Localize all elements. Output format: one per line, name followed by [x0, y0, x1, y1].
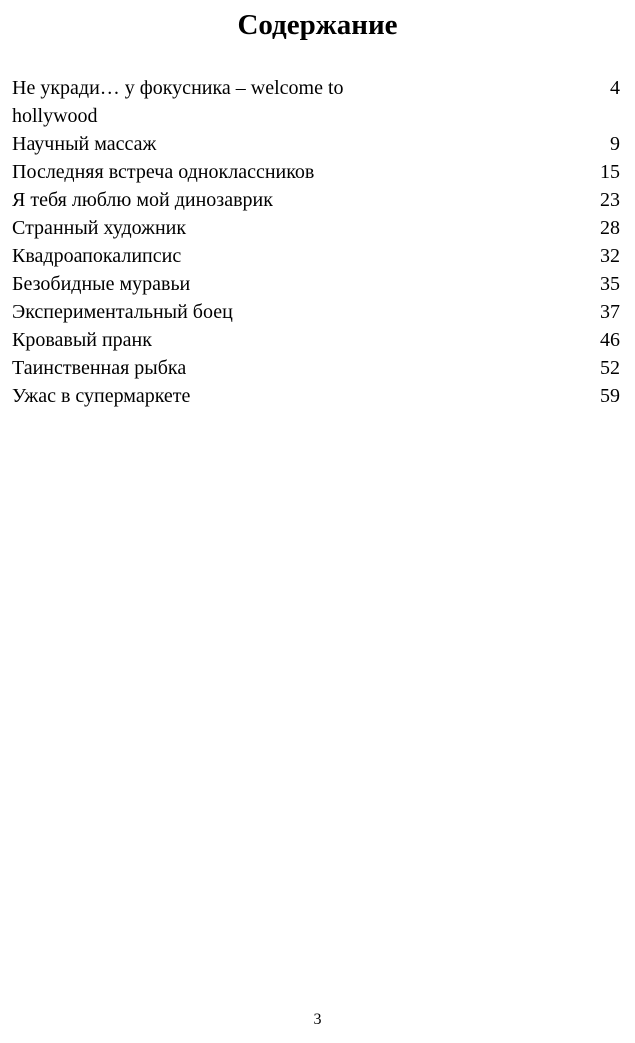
toc-entry[interactable]	[12, 214, 620, 242]
table-of-contents	[12, 74, 620, 410]
page-number: 3	[313, 1011, 322, 1028]
toc-entry-title: Странный художник	[12, 217, 187, 239]
page-title: Содержание	[237, 9, 398, 41]
toc-entry[interactable]	[12, 158, 620, 186]
toc-entry-page: 46	[600, 329, 620, 351]
toc-entry-page: 52	[600, 357, 620, 379]
toc-entry[interactable]	[12, 74, 620, 130]
toc-entry-title: Научный массаж	[12, 133, 157, 155]
toc-entry-title: Кровавый пранк	[12, 329, 152, 351]
toc-entry-page: 28	[600, 217, 620, 239]
toc-entry-page: 37	[600, 301, 620, 323]
toc-entry-title: Безобидные муравьи	[12, 273, 191, 295]
toc-entry-page: 4	[610, 77, 620, 99]
toc-entry[interactable]	[12, 298, 620, 326]
toc-entry-title: Не укради… у фокусника – welcome to hollywood	[12, 77, 344, 127]
toc-entry[interactable]	[12, 130, 620, 158]
toc-entry[interactable]	[12, 354, 620, 382]
toc-entry-title: Я тебя люблю мой динозаврик	[12, 189, 273, 211]
toc-entry-page: 35	[600, 273, 620, 295]
toc-entry[interactable]	[12, 242, 620, 270]
toc-entry-title: Ужас в супермаркете	[12, 385, 191, 407]
toc-entry-page: 9	[610, 133, 620, 155]
toc-entry-page: 32	[600, 245, 620, 267]
toc-entry[interactable]	[12, 326, 620, 354]
toc-entry-title: Квадроапокалипсис	[12, 245, 182, 267]
toc-entry-page: 23	[600, 189, 620, 211]
toc-entry[interactable]	[12, 270, 620, 298]
toc-entry[interactable]	[12, 382, 620, 410]
toc-entry-title: Таинственная рыбка	[12, 357, 187, 379]
toc-entry-page: 59	[600, 385, 620, 407]
toc-entry-title: Последняя встреча одноклассников	[12, 161, 315, 183]
toc-entry[interactable]	[12, 186, 620, 214]
toc-entry-title: Экспериментальный боец	[12, 301, 233, 323]
toc-entry-page: 15	[600, 161, 620, 183]
